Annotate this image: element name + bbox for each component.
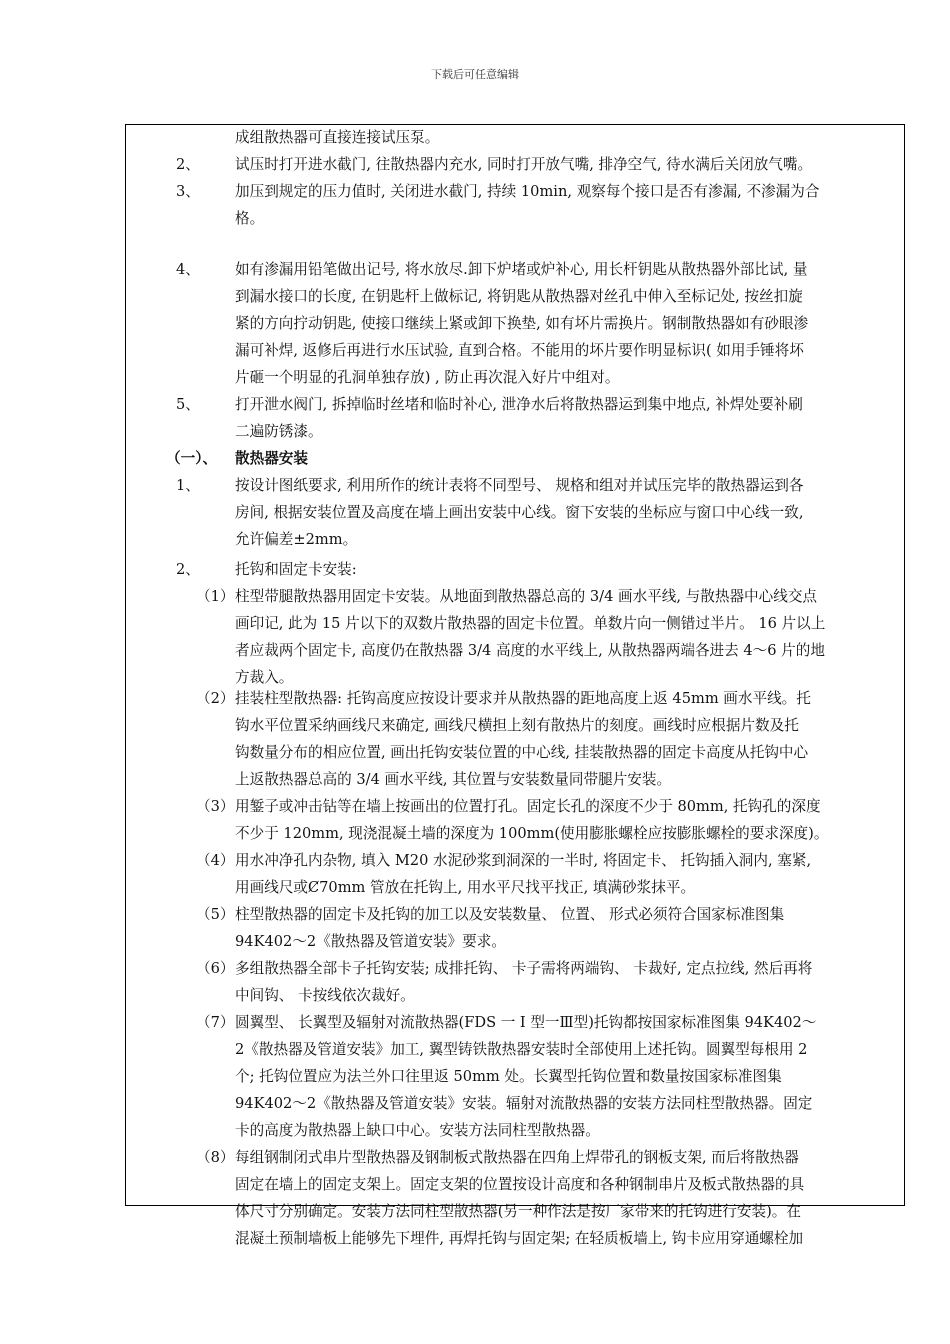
text-line: 用錾子或冲击钻等在墙上按画出的位置打孔。固定长孔的深度不少于 80mm, 托钩孔的深度 (235, 798, 821, 815)
text-line: 多组散热器全部卡子托钩安装; 成排托钩、 卡子需将两端钩、 卡裁好, 定点拉线, 然后再将 (235, 960, 813, 977)
item-number: （6） (196, 960, 235, 977)
text-line: 用水冲净孔内杂物, 填入 M20 水泥砂浆到洞深的一半时, 将固定卡、 托钩插入洞内, 塞紧, (235, 852, 812, 869)
text-line: 钩数量分布的相应位置, 画出托钩安装位置的中心线, 挂装散热器的固定卡高度从托钩中心 (235, 744, 809, 761)
document-frame (125, 124, 905, 1247)
item-number: 2、 (176, 561, 200, 578)
text-line: 2《散热器及管道安装》加工, 翼型铸铁散热器安装时全部使用上述托钩。圆翼型每根用 2 (235, 1041, 808, 1058)
item-number: （8） (196, 1149, 235, 1166)
text-line: 者应裁两个固定卡, 高度仍在散热器 3/4 高度的水平线上, 从散热器两端各进去 4～6 片的地 (235, 642, 825, 659)
item-number: （3） (196, 798, 235, 815)
text-line: 漏可补焊, 返修后再进行水压试验, 直到合格。不能用的坏片要作明显标识( 如用手锤将坏 (235, 342, 804, 359)
text-line: 允许偏差±2mm。 (235, 531, 358, 548)
item-number: （4） (196, 852, 235, 869)
header-note: 下载后可任意编辑 (431, 68, 519, 81)
item-number: （7） (196, 1014, 235, 1031)
text-line: 94K402～2《散热器及管道安装》要求。 (235, 933, 506, 950)
text-line: 圆翼型、 长翼型及辐射对流散热器(FDS 一 I 型一Ⅲ型)托钩都按国家标准图集 94K402～ (235, 1014, 817, 1031)
text-line: 成组散热器可直接连接试压泵。 (235, 129, 440, 146)
text-line: 二遍防锈漆。 (235, 423, 323, 440)
text-line: 如有渗漏用铅笔做出记号, 将水放尽.卸下炉堵或炉补心, 用长杆钥匙从散热器外部比试, 量 (235, 261, 808, 278)
item-number: （一）、 (166, 450, 218, 467)
text-line: 挂装柱型散热器: 托钩高度应按设计要求并从散热器的距地高度上返 45mm 画水平线。托 (235, 690, 811, 707)
text-line: 托钩和固定卡安装: (235, 561, 357, 578)
text-line: 到漏水接口的长度, 在钥匙杆上做标记, 将钥匙从散热器对丝孔中伸入至标记处, 按丝扣旋 (235, 288, 803, 305)
text-line: 柱型带腿散热器用固定卡安装。从地面到散热器总高的 3/4 画水平线, 与散热器中心线交点 (235, 588, 818, 605)
text-line: 固定在墙上的固定支架上。固定支架的位置按设计高度和各种钢制串片及板式散热器的具 (235, 1176, 805, 1193)
item-number: 5、 (176, 396, 200, 413)
text-line: 片砸一个明显的孔洞单独存放) , 防止再次混入好片中组对。 (235, 369, 620, 386)
text-line: 紧的方向拧动钥匙, 使接口继续上紧或卸下换垫, 如有坏片需换片。钢制散热器如有砂眼渗 (235, 315, 809, 332)
item-number: （1） (196, 588, 235, 605)
text-line: 画印记, 此为 15 片以下的双数片散热器的固定卡位置。单数片向一侧错过半片。 16 片以上 (235, 615, 826, 632)
item-number: 1、 (176, 477, 200, 494)
text-line: 方裁入。 (235, 669, 294, 686)
text-line: 每组钢制闭式串片型散热器及钢制板式散热器在四角上焊带孔的钢板支架, 而后将散热器 (235, 1149, 799, 1166)
text-line: 按设计图纸要求, 利用所作的统计表将不同型号、 规格和组对并试压完毕的散热器运到各 (235, 477, 804, 494)
item-number: （2） (196, 690, 235, 707)
text-line: 房间, 根据安装位置及高度在墙上画出安装中心线。窗下安装的坐标应与窗口中心线一致, (235, 504, 804, 521)
text-line: 不少于 120mm, 现浇混凝土墙的深度为 100mm(使用膨胀螺栓应按膨胀螺栓的要求深度)。 (235, 825, 829, 842)
text-line: 加压到规定的压力值时, 关闭进水截门, 持续 10min, 观察每个接口是否有渗漏, 不渗漏为合 (235, 183, 820, 200)
text-line: 试压时打开进水截门, 往散热器内充水, 同时打开放气嘴, 排净空气, 待水满后关闭放气嘴。 (235, 156, 813, 173)
text-line: 散热器安装 (235, 450, 308, 467)
item-number: （5） (196, 906, 235, 923)
item-number: 4、 (176, 261, 200, 278)
text-line: 94K402～2《散热器及管道安装》安装。辐射对流散热器的安装方法同柱型散热器。固定 (235, 1095, 813, 1112)
text-line: 中间钩、 卡按线依次裁好。 (235, 987, 415, 1004)
text-line: 柱型散热器的固定卡及托钩的加工以及安装数量、 位置、 形式必须符合国家标准图集 (235, 906, 785, 923)
item-number: 3、 (176, 183, 200, 200)
text-line: 个; 托钩位置应为法兰外口往里返 50mm 处。长翼型托钩位置和数量按国家标准图集 (235, 1068, 782, 1085)
text-line: 打开泄水阀门, 拆掉临时丝堵和临时补心, 泄净水后将散热器运到集中地点, 补焊处要补刷 (235, 396, 803, 413)
item-number: 2、 (176, 156, 200, 173)
text-line: 卡的高度为散热器上缺口中心。安装方法同柱型散热器。 (235, 1122, 600, 1139)
text-line: 钩水平位置采纳画线尺来确定, 画线尺横担上刻有散热片的刻度。画线时应根据片数及托 (235, 717, 799, 734)
text-line: 用画线尺或Ȼ70mm 管放在托钩上, 用水平尺找平找正, 填满砂浆抹平。 (235, 879, 696, 896)
text-line: 上返散热器总高的 3/4 画水平线, 其位置与安装数量同带腿片安装。 (235, 771, 672, 788)
text-line: 混凝土预制墙板上能够先下埋件, 再焊托钩与固定架; 在轻质板墙上, 钩卡应用穿通螺栓加 (235, 1230, 804, 1247)
text-line: 体尺寸分别确定。安装方法同柱型散热器(另一种作法是按厂家带来的托钩进行安装)。在 (235, 1203, 801, 1220)
text-line: 格。 (235, 210, 265, 227)
